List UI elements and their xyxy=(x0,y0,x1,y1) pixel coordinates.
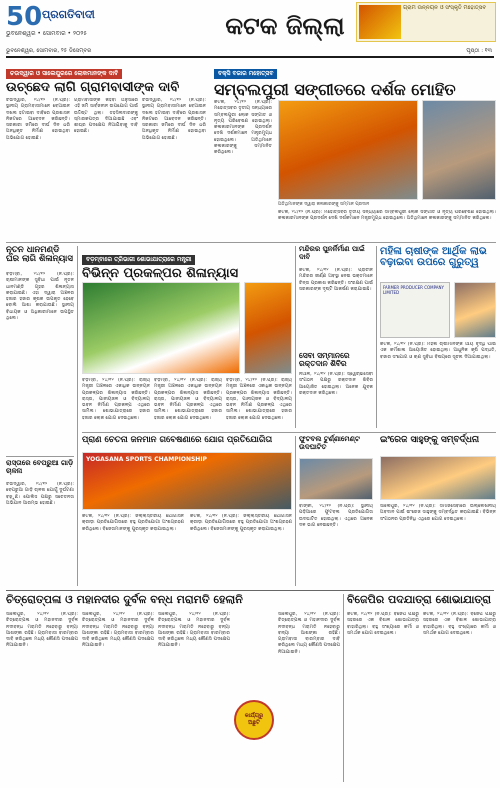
story-headline: ବିଭିନ୍ନ ପ୍ରକଳ୍ପର ଶିଳାନ୍ୟାସ xyxy=(82,266,239,281)
story-procession[interactable] xyxy=(347,594,496,606)
story-kicker: ବଡ଼ମ୍ବାରେ ତ୍ରିଭାଗୀ ଶୋଭାଯାତ୍ରାରେ ମନ୍ତ୍ରୀ xyxy=(82,255,195,265)
minister-photo xyxy=(244,282,292,374)
dateline: ଭୁବନେଶ୍ୱର, ସୋମବାର, ୨୫ ଡିସେମ୍ବର xyxy=(6,48,92,54)
story-body: କଟକ, ୨୪/୧୨ (ନି.ପ୍ର): ପ୍ରାଚୀନ ମନ୍ଦିରର ଜୀର୍ଣ୍ଣ ଅବସ୍ଥା ନେଇ ଭକ୍ତମାନେ ଚିନ୍ତା ପ୍ରକାଶ କରିଛନ୍ତି। ସଂରକ୍ଷଣ ପାଇଁ ସରକାରଙ୍କ ଦୃଷ୍ଟି ଆକର୍ଷଣ କରାଯାଇଛି। xyxy=(299,268,373,292)
story-headline: ଉଚ୍ଛେଦ ଲାଗି ଗ୍ରାମବାସୀଙ୍କ ଦାବି xyxy=(6,80,180,95)
column-rule xyxy=(343,594,344,782)
story-blood-donation[interactable] xyxy=(299,352,373,369)
story-body: ବାଙ୍କୀ, ୨୪/୧୨ (ନି.ପ୍ର): ସ୍ଥାନୀୟ ପଡ଼ିଆରେ ଫୁଟବଲ ପ୍ରତିଯୋଗିତା ଉଦଘାଟିତ ହୋଇଥିଲା। ଏଥିରେ ଅନେକ ଦଳ ଭାଗ ନେଇଛନ୍ତି। xyxy=(299,504,373,528)
story-headline: ପ୍ରାଣ ଚେତନା ଜନମାନ ଗବେଷଣାରେ ଯୋଗ ପ୍ରତିଯୋଗିତା xyxy=(82,435,273,445)
story-headline: ଚିତ୍ରୋତ୍ପଳା ଓ ମହାନଦୀର ଦୁର୍ବଳ ବନ୍ଧ ମରାମତି ହେଲାନି xyxy=(6,593,243,606)
banner-photo xyxy=(380,282,450,338)
story-body: କଟକ, ୨୪/୧୨ (ନି.ପ୍ର): ମହିଳା ଚାଷୀମାନଙ୍କ ଆୟ ବୃଦ୍ଧି ପାଇଁ ଏକ କର୍ମଶାଳା ଆୟୋଜିତ ହୋଇଥିଲା। ଆଧୁନିକ କୃଷି ପଦ୍ଧତି, ବଜାର ସଂଯୋଗ ଓ ଋଣ ସୁବିଧା ବିଷୟରେ ସୂଚନା ଦିଆଯାଇଥିଲା। xyxy=(380,342,496,360)
story-body-col1: କଟକ, ୨୪/୧୨ (ନି.ପ୍ର): ବିଜେପି ପକ୍ଷରୁ ସହରରେ ଏକ ବିଶାଳ ଶୋଭାଯାତ୍ରା ବାହାରିଥିଲା। ବହୁ ସଂଖ୍ୟାରେ କର୍ମୀ ଓ ସମର୍ଥକ ଯୋଗ ଦେଇଥିଲେ। xyxy=(347,612,419,636)
bottom-section-rule xyxy=(6,590,494,591)
story-felicitation[interactable] xyxy=(380,436,496,446)
foundation-photo xyxy=(82,282,240,374)
farmers-photo xyxy=(454,282,496,338)
section-title: କଟକ ଜିଲ୍ଲା xyxy=(225,12,345,40)
story-body-col2: ବଡ଼ମ୍ବା, ୨୪/୧୨ (ନି.ପ୍ର): ରାଜ୍ୟ ମନ୍ତ୍ରୀ ଅଞ୍ଚଳରେ ଏକାଧିକ ଉନ୍ନୟନ ପ୍ରକଳ୍ପର ଶିଳାନ୍ୟାସ କରିଛନ୍ତି। ରାସ୍ତା, ପାନୀୟଜଳ ଓ ବିଦ୍ୟାଳୟ ଭବନ ନିର୍ମାଣ ପ୍ରକଳ୍ପ ଏଥିରେ ସାମିଲ। ଶୋଭାଯାତ୍ରାରେ ହଜାର ହଜାର ଲୋକ ଯୋଗ ଦେଇଥିଲେ। xyxy=(154,378,222,421)
performance-photo xyxy=(278,100,418,200)
story-body: ସାଲେପୁର, ୨୪/୧୨ (ନି.ପ୍ର): ସମାଜସେବାରେ ଉଲ୍ଲେଖନୀୟ ଅବଦାନ ପାଇଁ ଇଂରେଜ ସାହୁଙ୍କୁ ସମ୍ବର୍ଦ୍ଧିତ କରାଯାଇଛି। ବିଭିନ୍ନ ସଂଗଠନର ପ୍ରତିନିଧି ଏଥିରେ ଯୋଗ ଦେଇଥିଲେ। xyxy=(380,504,496,522)
story-kicker: ଚଉଦ୍ୱାର ଓ ସାଲେପୁରରେ ଲୋକମାନଙ୍କ ଦାବି xyxy=(6,69,122,79)
story-left-lower[interactable] xyxy=(6,460,74,475)
brand-subline: ଭୁବନେଶ୍ୱର • ସୋମବାର • ୨୦୨୫ xyxy=(6,30,88,37)
story-body-col1: ବଡ଼ମ୍ବା, ୨୪/୧୨ (ନି.ପ୍ର): ରାଜ୍ୟ ମନ୍ତ୍ରୀ ଅଞ୍ଚଳରେ ଏକାଧିକ ଉନ୍ନୟନ ପ୍ରକଳ୍ପର ଶିଳାନ୍ୟାସ କରିଛନ୍ତି। ରାସ୍ତା, ପାନୀୟଜଳ ଓ ବିଦ୍ୟାଳୟ ଭବନ ନିର୍ମାଣ ପ୍ରକଳ୍ପ ଏଥିରେ ସାମିଲ। ଶୋଭାଯାତ୍ରାରେ ହଜାର ହଜାର ଲୋକ ଯୋଗ ଦେଇଥିଲେ। xyxy=(82,378,150,421)
masthead-rule xyxy=(6,56,494,58)
column-rule xyxy=(77,246,78,586)
column-rule xyxy=(376,246,377,428)
section-divider xyxy=(6,242,496,243)
story-women-farmers[interactable] xyxy=(380,246,496,268)
column-badge xyxy=(234,700,274,740)
story-headline: ଇଂରେଜ ସାହୁଙ୍କୁ ସମ୍ବର୍ଦ୍ଧନା xyxy=(380,435,480,445)
section-divider xyxy=(6,456,74,457)
masthead-ad[interactable] xyxy=(356,2,496,42)
newspaper-brand: ପ୍ରଗତିବାଦୀ xyxy=(42,8,95,21)
story-mid-right[interactable] xyxy=(299,246,373,261)
badge-text: କାର୍ଯ୍ୟରୁ ଅଛୁଟି xyxy=(244,713,264,726)
story-body: ନିଆଳି, ୨୪/୧୨ (ନି.ପ୍ର): ସ୍ୱେଚ୍ଛାସେବୀ ସଂଗଠନ ପକ୍ଷରୁ ରକ୍ତଦାନ ଶିବିର ଆୟୋଜିତ ହୋଇଥିଲା। ଅନେକ ଯୁବକ ରକ୍ତଦାନ କରିଥିଲେ। xyxy=(299,372,373,396)
page-number: ପୃଷ୍ଠା : ୧୩ xyxy=(466,48,492,54)
story-body-col2: କଟକ, ୨୪/୧୨ (ନି.ପ୍ର): ଜିଲ୍ଲାସ୍ତରୀୟ ଯୋଗାସନ କ୍ରୀଡ଼ା ପ୍ରତିଯୋଗିତାରେ ବହୁ ପ୍ରତିଯୋଗୀ ଅଂଶଗ୍ରହଣ କରିଥିଲେ। ବିଜେତାମାନଙ୍କୁ ପୁରସ୍କୃତ କରାଯାଇଥିଲା। xyxy=(190,514,292,532)
story-headline: ରାସ୍ତାରେ ବେପରୁଆ ଗାଡ଼ି ଚାଳନା xyxy=(6,459,74,475)
column-rule xyxy=(295,436,296,586)
story-body-continued: କଟକ, ୨୪/୧୨ (ନି.ପ୍ର): ମହୋତ୍ସବର ତୃତୀୟ ସନ୍ଧ୍ୟାରେ ସମ୍ବଲପୁରୀ ଲୋକ ସଙ୍ଗୀତ ଓ ନୃତ୍ୟ ପରିବେଷଣ ହୋଇଥିଲା। କଳାକାରମାନଙ୍କ ପ୍ରଦର୍ଶନ ଦେଖି ଦର୍ଶକମାନେ ମନ୍ତ୍ରମୁଗ୍ଧ ହୋଇଥିଲେ। ଅତିଥିମାନେ କଳାକାରଙ୍କୁ ସମ୍ମାନିତ କରିଥିଲେ। xyxy=(278,210,496,222)
story-yoga[interactable] xyxy=(82,436,292,445)
section-divider xyxy=(82,432,496,433)
story-body: ଚଉଦ୍ୱାର, ୨୪/୧୨ (ନି.ପ୍ର): ବେପରୁଆ ଗାଡ଼ି ଚାଳନା ଯୋଗୁଁ ଦୁର୍ଘଟଣା ବଢ଼ୁଛି। ପୋଲିସ ପକ୍ଷରୁ ସଚେତନତା ଅଭିଯାନ ଆରମ୍ଭ ହୋଇଛି। xyxy=(6,482,74,506)
story-body-col3: ବଡ଼ମ୍ବା, ୨୪/୧୨ (ନି.ପ୍ର): ରାଜ୍ୟ ମନ୍ତ୍ରୀ ଅଞ୍ଚଳରେ ଏକାଧିକ ଉନ୍ନୟନ ପ୍ରକଳ୍ପର ଶିଳାନ୍ୟାସ କରିଛନ୍ତି। ରାସ୍ତା, ପାନୀୟଜଳ ଓ ବିଦ୍ୟାଳୟ ଭବନ ନିର୍ମାଣ ପ୍ରକଳ୍ପ ଏଥିରେ ସାମିଲ। ଶୋଭାଯାତ୍ରାରେ ହଜାର ହଜାର ଲୋକ ଯୋଗ ଦେଇଥିଲେ। xyxy=(226,378,292,421)
story-sambalpuri[interactable] xyxy=(214,60,496,99)
banner-text: FARMER PRODUCER COMPANY LIMITED xyxy=(383,285,444,295)
story-body-col4: ସାଲେପୁର, ୨୪/୧୨ (ନି.ପ୍ର): ଚିତ୍ରୋତ୍ପଳା ଓ ମହାନଦୀର ଦୁର୍ବଳ ନଦୀବନ୍ଧ ମରାମତି ନହେବାରୁ ବନ୍ୟା ଆଶଙ୍କା ରହିଛି। ଗ୍ରାମବାସୀ ବାରମ୍ବାର ଦାବି କରିଥିଲେ ମଧ୍ୟ କୌଣସି ପଦକ୍ଷେପ ନିଆଯାଇନି। xyxy=(278,612,340,655)
story-body-col2: କଟକ, ୨୪/୧୨ (ନି.ପ୍ର): ବିଜେପି ପକ୍ଷରୁ ସହରରେ ଏକ ବିଶାଳ ଶୋଭାଯାତ୍ରା ବାହାରିଥିଲା। ବହୁ ସଂଖ୍ୟାରେ କର୍ମୀ ଓ ସମର୍ଥକ ଯୋଗ ଦେଇଥିଲେ। xyxy=(423,612,496,636)
story-body: ବଡ଼ମ୍ବା, ୨୪/୧୨ (ନି.ପ୍ର): ଚାଷୀମାନଙ୍କ ସୁବିଧା ପାଇଁ ନୂତନ ଧାନମଣ୍ଡି ଗୃହର ଶିଳାନ୍ୟାସ କରାଯାଇଛି। ଏହା ଦ୍ୱାରା ଅଞ୍ଚଳର ହଜାର ହଜାର କୃଷକ ଉପକୃତ ହେବେ ବୋଲି ଆଶା କରାଯାଉଛି। ସ୍ଥାନୀୟ ବିଧାୟକ ଓ ଅଧିକାରୀମାନେ ଉପସ୍ଥିତ ଥିଲେ। xyxy=(6,272,74,322)
story-body-col1: ଚଉଦ୍ୱାର, ୨୪/୧୨ (ନି.ପ୍ର): ସ୍ଥାନୀୟ ଗ୍ରାମବାସୀମାନେ ବେଆଇନ ଦଖଲ ହଟାଇବା ଦାବିରେ ପ୍ରଶାସନ ନିକଟରେ ଆବେଦନ କରିଛନ୍ତି। ସରକାରୀ ଜମିରେ ଦୀର୍ଘ ଦିନ ଧରି ଅନଧିକୃତ ନିର୍ମାଣ ହୋଇଥିବା ଅଭିଯୋଗ ହୋଇଛି। xyxy=(6,98,70,141)
story-headline: ବିଜେପିର ପଦଯାତ୍ରା ଶୋଭାଯାତ୍ରା xyxy=(347,593,491,606)
story-body-col2: ସାଲେପୁର, ୨୪/୧୨ (ନି.ପ୍ର): ଚିତ୍ରୋତ୍ପଳା ଓ ମହାନଦୀର ଦୁର୍ବଳ ନଦୀବନ୍ଧ ମରାମତି ନହେବାରୁ ବନ୍ୟା ଆଶଙ୍କା ରହିଛି। ଗ୍ରାମବାସୀ ବାରମ୍ବାର ଦାବି କରିଥିଲେ ମଧ୍ୟ କୌଣସି ପଦକ୍ଷେପ ନିଆଯାଇନି। xyxy=(82,612,154,649)
story-rivers[interactable] xyxy=(6,594,316,606)
story-top-left[interactable] xyxy=(6,60,206,95)
masthead-logo[interactable] xyxy=(6,2,126,40)
story-headline: ନୂତନ ଧାନମଣ୍ଡି ଘର ଲାଗି ଶିଳାନ୍ୟାସ xyxy=(6,245,73,265)
yoga-banner: YOGASANA SPORTS CHAMPIONSHIP xyxy=(86,456,207,463)
story-headline: ମନ୍ଦିରର ପୁନର୍ନିର୍ମାଣ ପାଇଁ ଦାବି xyxy=(299,245,365,261)
column-rule xyxy=(295,246,296,428)
story-body: କଟକ, ୨୪/୧୨ (ନି.ପ୍ର): ମହୋତ୍ସବର ତୃତୀୟ ସନ୍ଧ୍ୟାରେ ସମ୍ବଲପୁରୀ ଲୋକ ସଙ୍ଗୀତ ଓ ନୃତ୍ୟ ପରିବେଷଣ ହୋଇଥିଲା। କଳାକାରମାନଙ୍କ ପ୍ରଦର୍ଶନ ଦେଖି ଦର୍ଶକମାନେ ମନ୍ତ୍ରମୁଗ୍ଧ ହୋଇଥିଲେ। ଅତିଥିମାନେ କଳାକାରଙ୍କୁ ସମ୍ମାନିତ କରିଥିଲେ। xyxy=(214,100,272,156)
story-body-col1: କଟକ, ୨୪/୧୨ (ନି.ପ୍ର): ଜିଲ୍ଲାସ୍ତରୀୟ ଯୋଗାସନ କ୍ରୀଡ଼ା ପ୍ରତିଯୋଗିତାରେ ବହୁ ପ୍ରତିଯୋଗୀ ଅଂଶଗ୍ରହଣ କରିଥିଲେ। ବିଜେତାମାନଙ୍କୁ ପୁରସ୍କୃତ କରାଯାଇଥିଲା। xyxy=(82,514,184,532)
yoga-photo xyxy=(82,452,292,510)
anniversary-number: 50 xyxy=(6,2,43,32)
artist-photo xyxy=(422,100,496,200)
story-kicker: ବକ୍ସି ବଜାର ମହୋତ୍ସବ xyxy=(214,69,277,79)
story-headline: ସମ୍ବଲପୁରୀ ସଙ୍ଗୀତରେ ଦର୍ଶକ ମୋହିତ xyxy=(214,80,456,99)
story-left-col[interactable] xyxy=(6,246,74,265)
story-body-col3: ଚଉଦ୍ୱାର, ୨୪/୧୨ (ନି.ପ୍ର): ସ୍ଥାନୀୟ ଗ୍ରାମବାସୀମାନେ ବେଆଇନ ଦଖଲ ହଟାଇବା ଦାବିରେ ପ୍ରଶାସନ ନିକଟରେ ଆବେଦନ କରିଛନ୍ତି। ସରକାରୀ ଜମିରେ ଦୀର୍ଘ ଦିନ ଧରି ଅନଧିକୃତ ନିର୍ମାଣ ହୋଇଥିବା ଅଭିଯୋଗ ହୋଇଛି। xyxy=(142,98,206,141)
story-body-col1: ସାଲେପୁର, ୨୪/୧୨ (ନି.ପ୍ର): ଚିତ୍ରୋତ୍ପଳା ଓ ମହାନଦୀର ଦୁର୍ବଳ ନଦୀବନ୍ଧ ମରାମତି ନହେବାରୁ ବନ୍ୟା ଆଶଙ୍କା ରହିଛି। ଗ୍ରାମବାସୀ ବାରମ୍ବାର ଦାବି କରିଥିଲେ ମଧ୍ୟ କୌଣସି ପଦକ୍ଷେପ ନିଆଯାଇନି। xyxy=(6,612,78,649)
ad-text: ଗ୍ରାମ ଉନ୍ନୟନ ଓ ସଂସ୍କୃତି ମହୋତ୍ସବ xyxy=(403,5,487,11)
story-body-col3: ସାଲେପୁର, ୨୪/୧୨ (ନି.ପ୍ର): ଚିତ୍ରୋତ୍ପଳା ଓ ମହାନଦୀର ଦୁର୍ବଳ ନଦୀବନ୍ଧ ମରାମତି ନହେବାରୁ ବନ୍ୟା ଆଶଙ୍କା ରହିଛି। ଗ୍ରାମବାସୀ ବାରମ୍ବାର ଦାବି କରିଥିଲେ ମଧ୍ୟ କୌଣସି ପଦକ୍ଷେପ ନିଆଯାଇନି। xyxy=(158,612,230,649)
photo-caption: ଅତିଥିମାନଙ୍କ ଦ୍ୱାରା କଳାକାରଙ୍କୁ ସମ୍ମାନ ପ୍ରଦାନ xyxy=(278,202,370,207)
story-headline: ମହିଳା ଚାଷୀଙ୍କ ଆର୍ଥିକ ଲାଭ ବଢ଼ାଇବା ଉପରେ ଗୁରୁତ୍ୱ xyxy=(380,246,487,268)
story-sports[interactable] xyxy=(299,436,373,451)
story-foundation[interactable] xyxy=(82,246,292,281)
story-body-col2: ଗ୍ରାମବାସୀଙ୍କ କହିବା ଅନୁସାରେ ଏହି ଜମି ସାର୍ବଜନୀନ ଉପଯୋଗ ପାଇଁ ଉଦ୍ଦିଷ୍ଟ ଥିଲା। ତହସିଲଦାରଙ୍କୁ ସ୍ମାରକପତ୍ର ଦିଆଯାଇଛି ଏବଂ ଶୀଘ୍ର ପଦକ୍ଷେପ ନିଆଯିବାକୁ ଦାବି ହୋଇଛି। xyxy=(74,98,138,135)
ad-thumbnail xyxy=(359,5,401,39)
story-headline: ଫୁଟବଲ ଟୁର୍ଣ୍ଣାମେଣ୍ଟ ଉଦଘାଟିତ xyxy=(299,435,360,451)
sports-photo xyxy=(299,458,373,500)
felicitation-photo xyxy=(380,456,496,500)
story-headline: ସେବା ସମ୍ମାନରେ ରକ୍ତଦାନ ଶିବିର xyxy=(299,351,350,369)
